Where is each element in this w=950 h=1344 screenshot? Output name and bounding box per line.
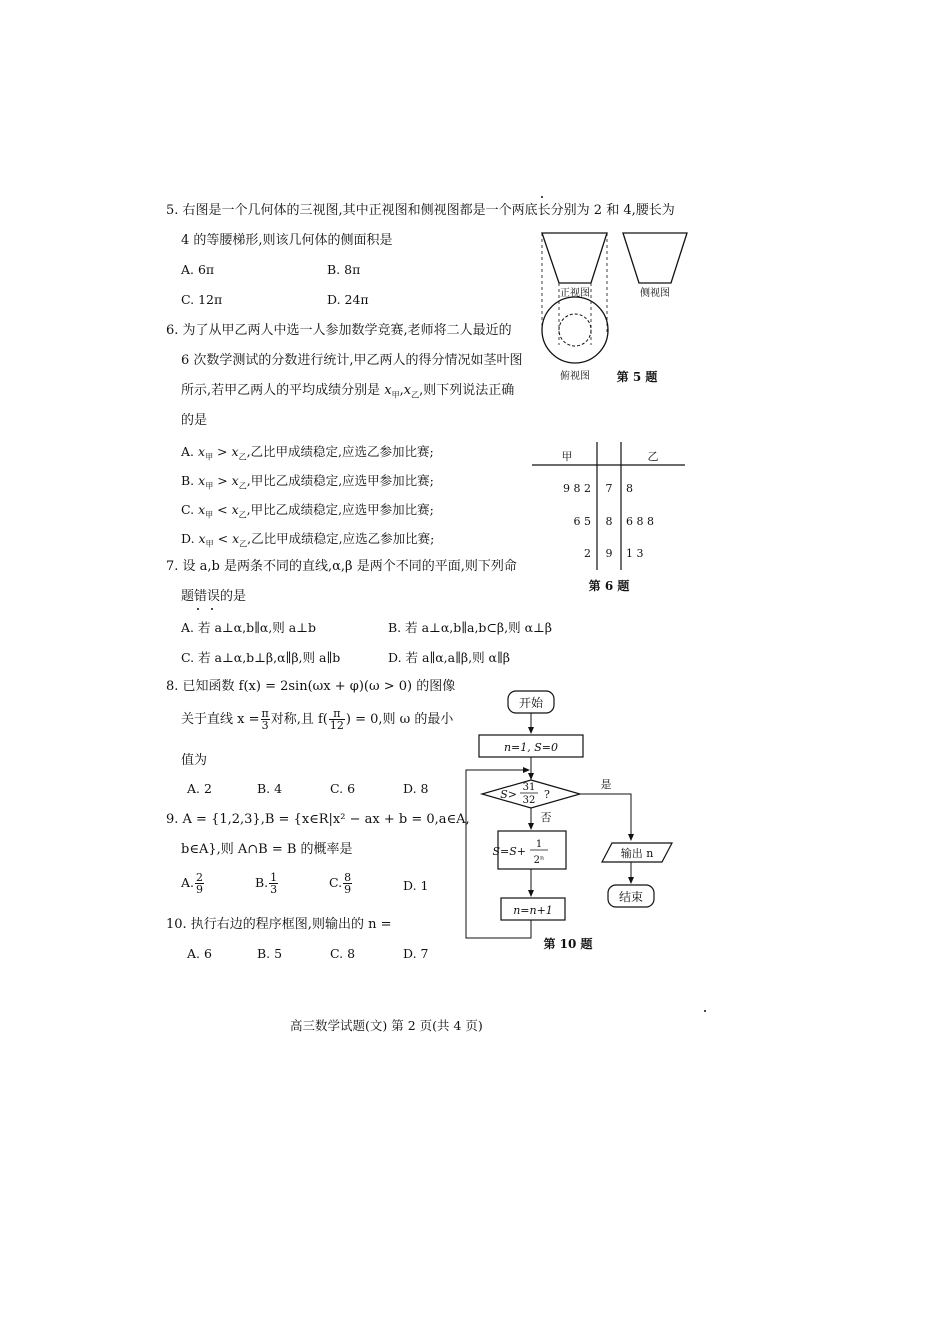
q9-option-b: [255, 872, 279, 895]
top-view-label: 俯视图: [560, 371, 590, 382]
q6-option-b-text: ,甲比乙成绩稳定,应选甲参加比赛;: [246, 473, 434, 488]
q8-line2-b: 对称,且 f(: [270, 712, 328, 727]
denominator: 3: [270, 883, 278, 896]
relation: <: [217, 502, 228, 517]
q6-option-a-label: A.: [181, 444, 195, 459]
q7-option-b: B. 若 a⊥α,b∥a,b⊂β,则 α⊥β: [388, 620, 553, 635]
q6-line1: 6. 为了从甲乙两人中选一人参加数学竞赛,老师将二人最近的: [166, 323, 512, 338]
q9-option-c-label: C.: [329, 875, 343, 890]
q10-option-b: B. 5: [257, 946, 283, 961]
q9-option-c: [329, 872, 353, 895]
q8-option-a: A. 2: [187, 781, 212, 796]
q8-option-c: C. 6: [330, 781, 356, 796]
numerator: 8: [344, 871, 352, 884]
side-view-label: 侧视图: [640, 288, 670, 299]
q9-option-a: [181, 872, 205, 895]
q6-option-c-text: ,甲比乙成绩稳定,应选甲参加比赛;: [246, 502, 434, 517]
q6-line3-post: ,则下列说法正确: [419, 383, 515, 398]
q9-option-a-fraction: [195, 872, 204, 895]
q8-fraction-2: [329, 708, 345, 731]
q6-line2: 6 次数学测试的分数进行统计,甲乙两人的得分情况如茎叶图: [181, 353, 523, 368]
q5-line2: 4 的等腰梯形,则该几何体的侧面积是: [181, 233, 393, 248]
q7-option-d: D. 若 a∥α,a∥β,则 α∥β: [388, 650, 510, 665]
q6-option-d-text: ,乙比甲成绩稳定,应选乙参加比赛;: [247, 531, 435, 546]
denominator: 9: [196, 883, 204, 896]
q7-line2: 题错误的是: [181, 589, 247, 604]
q9-line2: b∈A},则 A∩B = B 的概率是: [181, 842, 353, 857]
q6-option-c-label: C.: [181, 502, 195, 517]
q5-option-a: A. 6π: [181, 262, 215, 277]
q7-option-a: A. 若 a⊥α,b∥α,则 a⊥b: [181, 620, 316, 635]
q8-option-b: B. 4: [257, 781, 283, 796]
scan-speck: [704, 1010, 706, 1012]
q8-line2: [181, 708, 453, 731]
sub-jia: 甲: [205, 452, 214, 462]
q6-line3: 所示,若甲乙两人的平均成绩分别是 $x_甲,x_乙$,则下列说法正确: [181, 383, 515, 400]
q5-option-c: C. 12π: [181, 292, 223, 307]
numerator: π: [329, 708, 345, 720]
q6-option-a: A. $x_甲 > x_乙$,乙比甲成绩稳定,应选乙参加比赛;: [181, 444, 434, 462]
leaf-left-row3: 2: [584, 547, 591, 560]
q7-line1: 7. 设 a,b 是两条不同的直线,α,β 是两个不同的平面,则下列命: [166, 559, 517, 574]
flow-start-label: 开始: [518, 696, 544, 710]
relation: <: [217, 531, 229, 546]
q8-line3: 值为: [181, 753, 208, 768]
q10-option-c: C. 8: [330, 946, 356, 961]
flow-no-label: 否: [540, 811, 552, 824]
flow-init-label: n=1, S=0: [503, 741, 559, 754]
top-view-outer-circle: [542, 297, 608, 363]
stem-row1: 7: [605, 482, 613, 495]
emphasis-dot: [197, 608, 199, 610]
flow-cond-den: 32: [522, 795, 536, 806]
stem-row2: 8: [605, 515, 613, 528]
q10-line1: 10. 执行右边的程序框图,则输出的 n =: [166, 917, 392, 932]
front-view-trapezoid: [542, 233, 607, 283]
q8-line2-a: 关于直线 x =: [181, 712, 260, 727]
denominator: 3: [261, 719, 269, 732]
leaf-right-row1: 8: [626, 482, 633, 495]
sub-yi: 乙: [411, 390, 420, 400]
numerator: π: [261, 707, 269, 720]
top-view-inner-circle: [559, 314, 591, 346]
flow-update-pre: S=S+: [492, 845, 526, 858]
sub-yi: 乙: [238, 452, 247, 462]
flow-cond-post: ?: [544, 788, 550, 801]
sub-jia: 甲: [205, 510, 214, 520]
flow-cond-pre: S>: [500, 788, 517, 801]
sub-yi: 乙: [238, 510, 247, 520]
q9-option-a-label: A.: [181, 875, 195, 890]
q10-flowchart: [460, 688, 700, 958]
q5-option-b: B. 8π: [327, 262, 361, 277]
numerator: 2: [196, 871, 204, 884]
q5-figure-caption: 第 5 题: [616, 370, 658, 384]
denominator: 9: [344, 883, 352, 896]
flow-cond-num: 31: [522, 782, 536, 793]
q9-option-d: D. 1: [403, 878, 429, 893]
q7-option-c: C. 若 a⊥α,b⊥β,α∥β,则 a∥b: [181, 650, 341, 665]
sub-jia: 甲: [391, 390, 400, 400]
flow-update-num: 1: [535, 839, 543, 850]
flow-output-label: 输出 n: [620, 847, 654, 860]
q6-option-b-label: B.: [181, 473, 195, 488]
leaf-left-row2: 6 5: [573, 515, 591, 528]
q8-line1: 8. 已知函数 f(x) = 2sin(ωx + φ)(ω > 0) 的图像: [166, 679, 456, 694]
q10-option-d: D. 7: [403, 946, 429, 961]
q8-option-d: D. 8: [403, 781, 429, 796]
q6-figure-caption: 第 6 题: [588, 579, 630, 593]
denominator: 12: [329, 719, 344, 732]
q9-option-b-fraction: [269, 872, 278, 895]
relation: >: [217, 444, 228, 459]
q5-option-d: D. 24π: [327, 292, 369, 307]
emphasis-dot: [211, 608, 213, 610]
scan-speck: [541, 196, 543, 198]
q10-option-a: A. 6: [187, 946, 212, 961]
q5-line1: 5. 右图是一个几何体的三视图,其中正视图和侧视图都是一个两底长分别为 2 和 4,腰长为: [166, 203, 675, 218]
sub-yi: 乙: [239, 539, 248, 549]
q6-line4: 的是: [181, 413, 208, 428]
flow-end-label: 结束: [618, 890, 644, 904]
flow-yes-label: 是: [600, 778, 612, 791]
sub-jia: 甲: [205, 539, 214, 549]
leaf-left-row1: 9 8 2: [563, 482, 591, 495]
sub-jia: 甲: [205, 481, 214, 491]
q6-option-d: D. $x_甲 < x_乙$,乙比甲成绩稳定,应选乙参加比赛;: [181, 531, 435, 549]
q6-stem-leaf-plot: [530, 440, 690, 595]
relation: >: [217, 473, 228, 488]
page-footer: 高三数学试题(文) 第 2 页(共 4 页): [290, 1018, 483, 1033]
q6-option-c: C. $x_甲 < x_乙$,甲比乙成绩稳定,应选甲参加比赛;: [181, 502, 434, 520]
q6-line3-pre: 所示,若甲乙两人的平均成绩分别是: [181, 383, 385, 398]
flow-increment-label: n=n+1: [513, 904, 553, 917]
numerator: 1: [270, 871, 278, 884]
q8-line2-c: ) = 0,则 ω 的最小: [345, 712, 454, 727]
q5-three-view-figure: [535, 225, 695, 390]
q6-option-b: B. $x_甲 > x_乙$,甲比乙成绩稳定,应选甲参加比赛;: [181, 473, 434, 491]
q10-figure-caption: 第 10 题: [543, 937, 593, 951]
stem-row3: 9: [605, 547, 613, 560]
sub-yi: 乙: [238, 481, 247, 491]
side-view-trapezoid: [623, 233, 687, 283]
flow-update-den: 2ⁿ: [533, 855, 545, 866]
leaf-right-row3: 1 3: [626, 547, 644, 560]
leaf-right-row2: 6 8 8: [626, 515, 654, 528]
stem-leaf-header-right: 乙: [647, 450, 659, 463]
q8-fraction-1: [261, 708, 270, 731]
q9-option-c-fraction: [343, 872, 352, 895]
q6-option-a-text: ,乙比甲成绩稳定,应选乙参加比赛;: [246, 444, 434, 459]
q9-line1: 9. A = {1,2,3},B = {x∈R|x² − ax + b = 0,a∈A,: [166, 812, 470, 827]
q6-option-d-label: D.: [181, 531, 195, 546]
q9-option-b-label: B.: [255, 875, 269, 890]
stem-leaf-header-left: 甲: [561, 450, 573, 463]
front-view-label: 正视图: [560, 288, 590, 299]
